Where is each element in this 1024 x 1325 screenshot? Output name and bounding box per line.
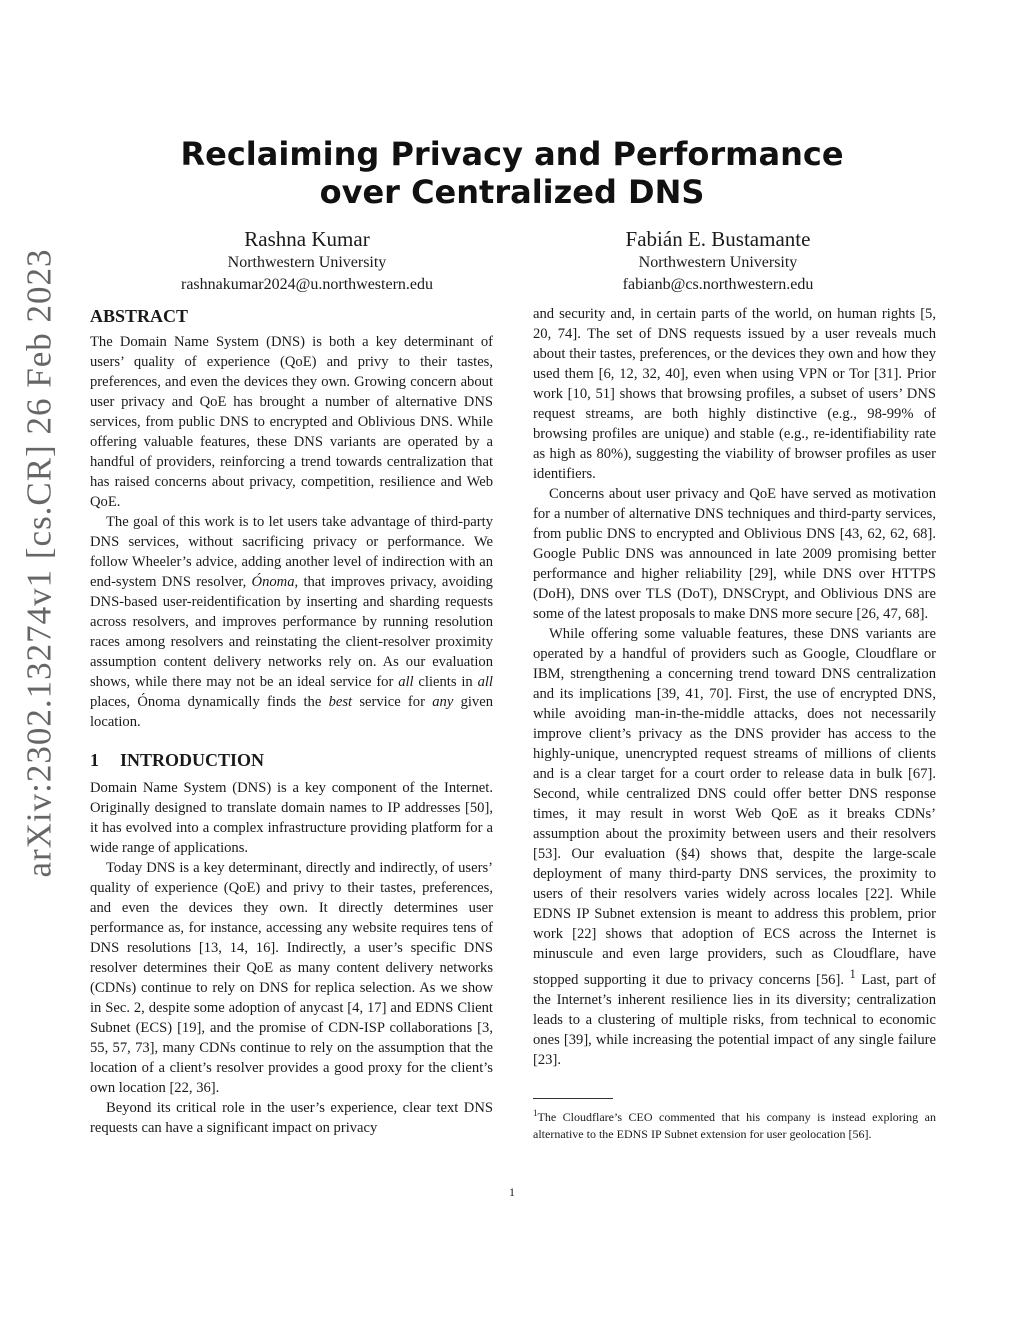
footnote-divider <box>533 1098 613 1099</box>
abstract-paragraph: The Domain Name System (DNS) is both a key determinant of users’ quality of experience (QoE) and privy to their tastes, preferences, and even the devices they own. Growing concern about user privacy and QoE has brought a number of alternative DNS services, from public DNS to encrypted and Oblivious DNS. While offering valuable features, these DNS variants are operated by a handful of providers, reinforcing a trend towards centralization that has raised concerns about privacy, competition, resilience and Web QoE. <box>90 334 493 510</box>
body-paragraph: While offering some valuable features, these DNS variants are operated by a handful of providers such as Google, Cloudflare or IBM, strengthening a concerning trend toward DNS centralization and its implications [39, 41, 70]. First, the use of encrypted DNS, while avoiding man-in-the-middle attacks, does not necessarily improve client’s privacy as the DNS provider has access to the highly-unique, unencrypted request streams of millions of clients and is a clear target for a court order to release data in bulk [67]. Second, while centralized DNS could offer better DNS response times, it may result in worst Web QoE as it breaks CDNs’ assumption about the proximity between users and their resolvers [53]. Our evaluation (§4) shows that, despite the large-scale deployment of many third-party DNS services, the proximity to users of their resolvers varies widely across locales [22]. While EDNS IP Subnet extension is meant to address this problem, prior work [22] shows that adoption of ECS across the Internet is minuscule and even large providers, such as Cloudflare, have stopped supporting it due to privacy concerns [56]. $^1$ Last, part of the Internet’s inherent resilience lies in its diversity; centralization leads to a clustering of multiple risks, from technical to economic ones [39], while increasing the potential impact of any single failure [23]. <box>533 626 936 1068</box>
abstract-heading: ABSTRACT <box>90 306 189 326</box>
author-affiliation: Northwestern University <box>227 254 387 271</box>
abstract-paragraph: The goal of this work is to let users take advantage of third-party DNS services, without sacrificing privacy or performance. We follow Wheeler’s advice, adding another level of indirection with an end-system DNS resolver, Ónoma, that improves privacy, avoiding DNS-based user-reidentification by inserting and sharding requests across resolvers, and improves performance by running resolution races among resolvers and reinstating the client-resolver proximity assumption content delivery networks rely on. As our evaluation shows, while there may not be an ideal service for all clients in all places, Ónoma dynamically finds the best service for any given location. <box>90 514 493 730</box>
body-paragraph: Concerns about user privacy and QoE have served as motivation for a number of alternative DNS techniques and third-party services, from public DNS to encrypted and Oblivious DNS [43, 62, 62, 68]. Google Public DNS was announced in late 2009 promising better performance and higher reliability [29], while DNS over HTTPS (DoH), DNS over TLS (DoT), DNSCrypt, and Oblivious DNS are some of the latest proposals to make DNS more secure [26, 47, 68]. <box>533 486 936 622</box>
author-block-1 <box>117 226 497 296</box>
right-column <box>533 304 936 1143</box>
section-title: INTRODUCTION <box>120 750 265 770</box>
intro-paragraph: Domain Name System (DNS) is a key component of the Internet. Originally designed to translate domain names to IP addresses [50], it has evolved into a complex infrastructure providing platform for a wide range of applications. <box>90 780 493 856</box>
intro-heading <box>90 748 493 772</box>
author-email: rashnakumar2024@u.northwestern.edu <box>181 276 433 293</box>
page-number: 1 <box>509 1185 515 1199</box>
paper-title: Reclaiming Privacy and Performance over Centralized DNS <box>180 135 844 211</box>
author-email: fabianb@cs.northwestern.edu <box>622 276 814 293</box>
intro-paragraph: Beyond its critical role in the user’s experience, clear text DNS requests can have a significant impact on privacy <box>90 1100 493 1136</box>
arxiv-stamp <box>0 168 80 958</box>
body-paragraph: and security and, in certain parts of the world, on human rights [5, 20, 74]. The set of DNS requests issued by a user reveals much about their tastes, preferences, or the devices they own and how they used them [6, 12, 32, 40], even when using VPN or Tor [31]. Prior work [10, 51] shows that browsing profiles, a subset of users’ DNS request streams, are both highly distinctive (e.g., 98-99% of browsing profiles are unique) and stable (e.g., re-identifiability rate as high as 80%), suggesting the viability of browser profiles as user identifiers. <box>533 306 936 482</box>
arxiv-stamp-text: arXiv:2302.13274v1 [cs.CR] 26 Feb 2023 <box>20 248 60 878</box>
left-column <box>90 304 493 1138</box>
footnote: $^1$The Cloudflare’s CEO commented that his company is instead exploring an alternative to the EDNS IP Subnet extension for user geolocation [56]. <box>533 1107 936 1141</box>
author-name: Fabián E. Bustamante <box>625 227 811 251</box>
author-affiliation: Northwestern University <box>638 254 798 271</box>
footnote-marker: 1 <box>849 967 856 981</box>
intro-paragraph: Today DNS is a key determinant, directly and indirectly, of users’ quality of experience (QoE) and privy to their tastes, preferences, and even the devices they own. It directly determines user performance as, for instance, accessing any website requires tens of DNS resolutions [13, 14, 16]. Indirectly, a user’s specific DNS resolver determines their QoE as many content delivery networks (CDNs) continue to rely on DNS for replica selection. As we show in Sec. 2, despite some adoption of anycast [4, 17] and EDNS Client Subnet (ECS) [19], and the promise of CDN-ISP collaborations [3, 55, 57, 73], many CDNs continue to rely on the assumption that the location of a client’s resolver provides a good proxy for the client’s own location [22, 36]. <box>90 860 493 1096</box>
author-name: Rashna Kumar <box>244 227 370 251</box>
author-block-2 <box>528 226 908 296</box>
section-number: 1 <box>90 750 99 770</box>
